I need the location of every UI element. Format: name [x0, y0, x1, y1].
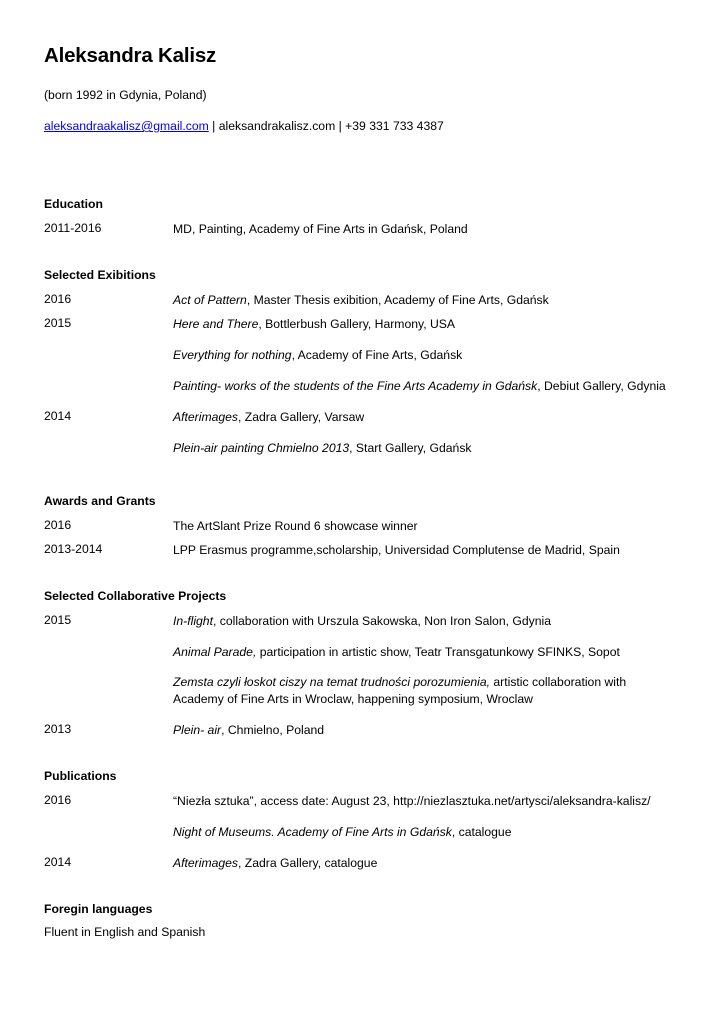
row-date: 2013-2014	[44, 542, 103, 556]
birth-info: (born 1992 in Gdynia, Poland)	[44, 88, 207, 102]
email-link[interactable]: aleksandraakalisz@gmail.com	[44, 119, 209, 133]
contact-line	[44, 119, 444, 133]
row-text: “Niezła sztuka”, access date: August 23, http://niezlasztuka.net/artysci/aleksandra-kalisz/	[173, 794, 651, 808]
section-heading-projects: Selected Collaborative Projects	[44, 589, 227, 603]
section-heading-publications: Publications	[44, 769, 117, 783]
row-text: Afterimages, Zadra Gallery, catalogue	[173, 856, 378, 870]
section-heading-awards: Awards and Grants	[44, 494, 156, 508]
row-text: Plein- air, Chmielno, Poland	[173, 723, 325, 737]
work-title: Afterimages	[173, 410, 239, 424]
cv-name: Aleksandra Kalisz	[44, 44, 217, 67]
section-heading-exhibitions: Selected Exibitions	[44, 268, 156, 282]
row-text: Zemsta czyli łoskot ciszy na temat trudności porozumienia, artistic collaboration with Academy of Fine Arts in Wroclaw, happening symposium, Wroclaw	[173, 675, 627, 706]
contact-details: | aleksandrakalisz.com | +39 331 733 4387	[208, 119, 444, 133]
work-title: Act of Pattern	[173, 293, 247, 307]
row-text: LPP Erasmus programme,scholarship, Universidad Complutense de Madrid, Spain	[173, 543, 620, 557]
work-title: Animal Parade,	[173, 645, 257, 659]
row-text: Afterimages, Zadra Gallery, Varsaw	[173, 410, 365, 424]
work-title: Plein-air painting Chmielno 2013	[173, 441, 350, 455]
row-date: 2016	[44, 292, 72, 306]
row-text: Painting- works of the students of the Fine Arts Academy in Gdańsk, Debiut Gallery, Gdynia	[173, 379, 666, 393]
work-title: Painting- works of the students of the Fine Arts Academy in Gdańsk	[173, 379, 538, 393]
row-text: Here and There, Bottlerbush Gallery, Harmony, USA	[173, 317, 456, 331]
row-text: Everything for nothing, Academy of Fine Arts, Gdańsk	[173, 348, 463, 362]
languages-text: Fluent in English and Spanish	[44, 925, 206, 939]
row-date: 2014	[44, 409, 72, 423]
row-date: 2015	[44, 613, 72, 627]
row-date: 2014	[44, 855, 72, 869]
row-text: MD, Painting, Academy of Fine Arts in Gdańsk, Poland	[173, 222, 468, 236]
section-heading-languages: Foregin languages	[44, 902, 153, 916]
row-text: Plein-air painting Chmielno 2013, Start Gallery, Gdańsk	[173, 441, 472, 455]
section-heading-education: Education	[44, 197, 103, 211]
row-text: Animal Parade, participation in artistic show, Teatr Transgatunkowy SFINKS, Sopot	[173, 645, 620, 659]
row-text: Night of Museums. Academy of Fine Arts in Gdańsk, catalogue	[173, 825, 512, 839]
row-date: 2011-2016	[44, 221, 102, 235]
work-title: Afterimages	[173, 856, 239, 870]
work-title: Plein- air	[173, 723, 222, 737]
work-title: Night of Museums. Academy of Fine Arts in Gdańsk	[173, 825, 452, 839]
row-text: The ArtSlant Prize Round 6 showcase winner	[173, 519, 418, 533]
work-title: In-flight	[173, 614, 213, 628]
row-text: Act of Pattern, Master Thesis exibition, Academy of Fine Arts, Gdańsk	[173, 293, 549, 307]
row-text: In-flight, collaboration with Urszula Sakowska, Non Iron Salon, Gdynia	[173, 614, 551, 628]
row-date: 2015	[44, 316, 72, 330]
work-title: Here and There	[173, 317, 259, 331]
work-title: Everything for nothing	[173, 348, 292, 362]
work-title: Zemsta czyli łoskot ciszy na temat trudności porozumienia,	[173, 675, 490, 689]
row-date: 2013	[44, 722, 72, 736]
row-date: 2016	[44, 518, 72, 532]
row-date: 2016	[44, 793, 72, 807]
